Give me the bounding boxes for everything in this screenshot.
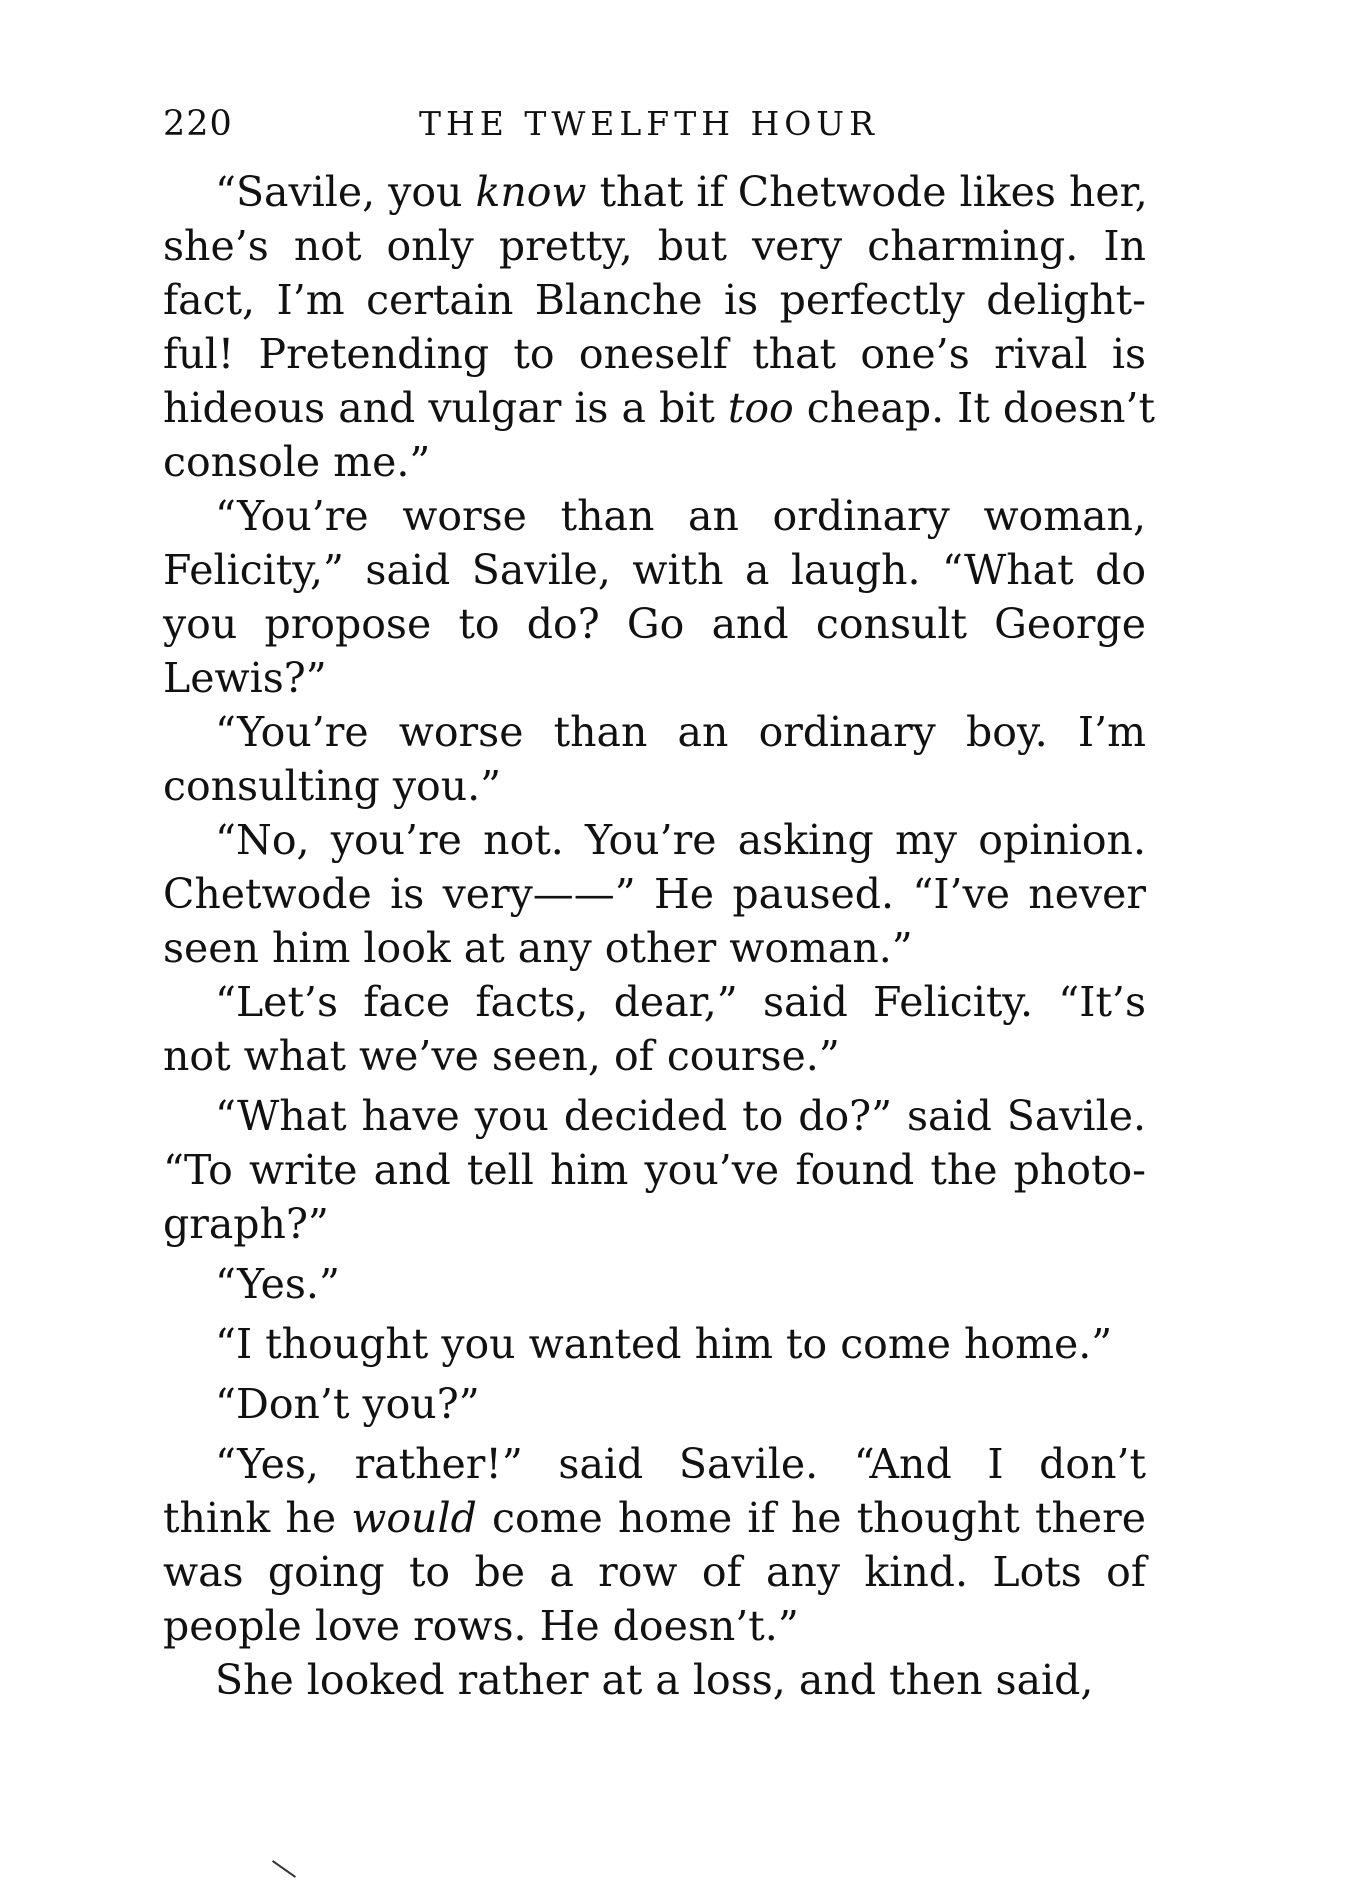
text-line: graph?”: [163, 1200, 329, 1248]
text-line: “No, you’re not. You’re asking my opinion.: [215, 816, 1146, 864]
text-line: fact, I’m certain Blanche is perfectly delight-: [163, 276, 1146, 324]
text-line: “To write and tell him you’ve found the photo-: [163, 1146, 1146, 1194]
text-line: She looked rather at a loss, and then said,: [215, 1656, 1094, 1704]
text-line: consulting you.”: [163, 762, 502, 810]
text-line: Lewis?”: [163, 654, 327, 702]
text-line: “You’re worse than an ordinary woman,: [215, 492, 1146, 540]
text-line: console me.”: [163, 438, 431, 486]
paragraph: [163, 1377, 1146, 1431]
text-line: ful! Pretending to oneself that one’s rival is: [163, 330, 1146, 378]
print-speck: [272, 1860, 296, 1878]
text-line: “Yes, rather!” said Savile. “And I don’t: [215, 1440, 1146, 1488]
text-line: “Yes.”: [215, 1260, 340, 1308]
body-text: [163, 165, 1155, 1707]
page-number: 220: [163, 104, 233, 144]
paragraph: [163, 165, 1155, 489]
paragraph: [163, 1089, 1146, 1251]
italic-emphasis: know: [475, 168, 587, 216]
paragraph: [163, 1653, 1146, 1707]
text-line: think he would come home if he thought there: [163, 1494, 1146, 1542]
text-line: was going to be a row of any kind. Lots of: [163, 1548, 1146, 1596]
text-line: “Let’s face facts, dear,” said Felicity. “It’s: [215, 978, 1146, 1026]
paragraph: [163, 705, 1146, 813]
text-line: seen him look at any other woman.”: [163, 924, 913, 972]
text-line: she’s not only pretty, but very charming. In: [163, 222, 1146, 270]
text-line: “You’re worse than an ordinary boy. I’m: [215, 708, 1146, 756]
text-line: Chetwode is very——” He paused. “I’ve never: [163, 870, 1146, 918]
book-title: THE TWELFTH HOUR: [419, 104, 879, 143]
text-line: “Don’t you?”: [215, 1380, 480, 1428]
text-line: you propose to do? Go and consult George: [163, 600, 1146, 648]
paragraph: [163, 975, 1146, 1083]
text-line: “What have you decided to do?” said Savile.: [215, 1092, 1146, 1140]
italic-emphasis: would: [351, 1494, 477, 1542]
paragraph: [163, 1317, 1146, 1371]
text-line: “Savile, you know that if Chetwode likes her,: [215, 168, 1148, 216]
text-line: hideous and vulgar is a bit too cheap. It doesn’t: [163, 384, 1155, 432]
text-line: “I thought you wanted him to come home.”: [215, 1320, 1113, 1368]
text-line: not what we’ve seen, of course.”: [163, 1032, 840, 1080]
paragraph: [163, 1437, 1146, 1653]
paragraph: [163, 813, 1146, 975]
paragraph: [163, 1257, 1146, 1311]
running-head: [163, 104, 1163, 154]
text-line: Felicity,” said Savile, with a laugh. “What do: [163, 546, 1146, 594]
italic-emphasis: too: [727, 384, 794, 432]
text-line: people love rows. He doesn’t.”: [163, 1602, 799, 1650]
paragraph: [163, 489, 1146, 705]
